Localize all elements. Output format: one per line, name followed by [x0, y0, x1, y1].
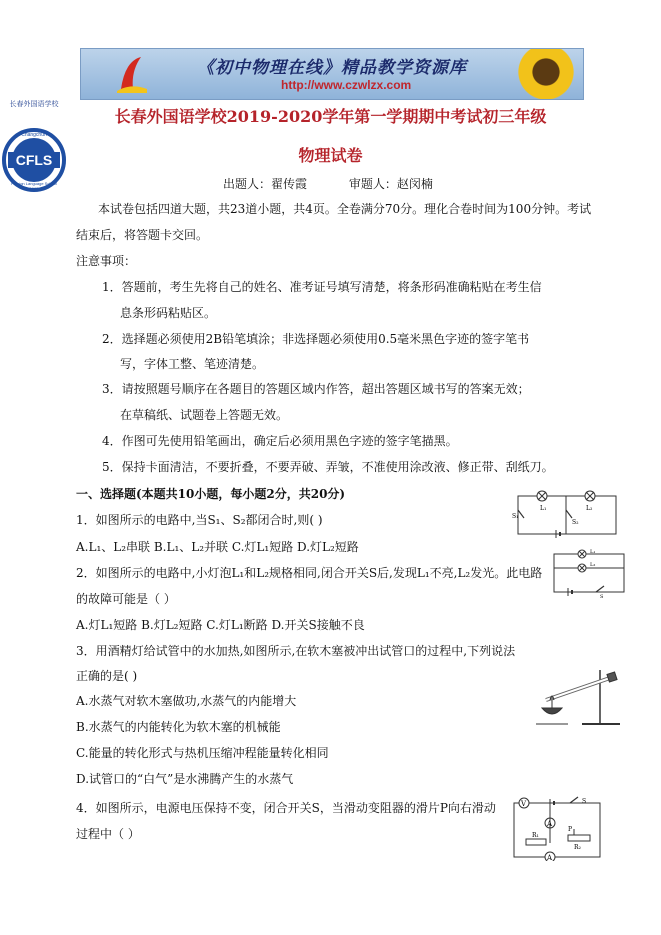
- q3-option-c: C.能量的转化形式与热机压缩冲程能量转化相同: [76, 746, 329, 760]
- banner-title: 《初中物理在线》精品教学资源库: [197, 58, 467, 78]
- logo-abbr: CFLS: [15, 152, 53, 168]
- q1-label-s2: S₂: [572, 519, 579, 526]
- q4-label-r1: R₁: [532, 832, 539, 839]
- q3-stem-2: 正确的是( ): [76, 669, 138, 683]
- sunflower-image: [515, 48, 577, 100]
- q3-stem: 3．用酒精灯给试管中的水加热,如图所示,在软木塞被冲出试管口的过程中,下列说法: [76, 644, 516, 658]
- note-2b: 写，字体工整、笔迹清楚。: [120, 357, 265, 371]
- q4-stem-2: 过程中（ ）: [76, 827, 140, 841]
- q4-label-r2: R₂: [574, 844, 581, 851]
- site-logo-icon: [115, 55, 149, 93]
- q1-label-l1: L₁: [540, 505, 547, 512]
- q2-label-l2: L₂: [590, 562, 596, 568]
- note-4: 4．作图可先使用铅笔画出，确定后必须用黑色字迹的签字笔描黑。: [102, 434, 458, 448]
- q1-options: A.L₁、L₂串联 B.L₁、L₂并联 C.灯L₁短路 D.灯L₂短路: [76, 540, 359, 554]
- section1-heading: 一、选择题(本题共10小题，每小题2分，共20分): [76, 487, 346, 501]
- q1-circuit-diagram: [512, 488, 622, 540]
- note-5: 5．保持卡面清洁，不要折叠，不要弄破、弄皱，不准使用涂改液、修正带、刮纸刀。: [102, 460, 554, 474]
- q4-label-a1: A: [547, 820, 553, 828]
- q3-option-d: D.试管口的“白气”是水沸腾产生的水蒸气: [76, 772, 294, 786]
- q4-label-p: P: [568, 826, 573, 833]
- q2-label-s: S: [600, 594, 604, 598]
- q4-circuit-diagram: [510, 795, 610, 861]
- logo-en-2: Foreign Language School: [11, 181, 57, 186]
- intro-line-1: 本试卷包括四道大题，共23道小题，共4页。全卷满分70分。理化合卷时间为100分钟。考试: [98, 202, 592, 216]
- banner-url[interactable]: http://www.czwlzx.com: [281, 78, 412, 92]
- note-1a: 1．答题前，考生先将自己的姓名、准考证号填写清楚，将条形码准确粘贴在考生信: [102, 280, 542, 294]
- q2-stem-2: 的故障可能是（ ）: [76, 592, 176, 606]
- note-3a: 3．请按照题号顺序在各题目的答题区域内作答，超出答题区域书写的答案无效；: [102, 382, 530, 396]
- note-2a: 2．选择题必须使用2B铅笔填涂；非选择题必须使用0.5毫米黑色字迹的签字笔书: [102, 332, 530, 346]
- note-1b: 息条形码粘贴区。: [120, 306, 217, 320]
- intro-line-2: 结束后，将答题卡交回。: [76, 228, 209, 242]
- q2-label-l1: L₁: [590, 549, 596, 555]
- logo-cn-name: 长春外国语学校: [9, 100, 59, 108]
- q4-label-a2: A: [547, 854, 553, 861]
- q2-circuit-diagram: [548, 548, 628, 598]
- authors-line: [223, 175, 471, 192]
- logo-year: 1963: [29, 186, 39, 191]
- exam-title: 长春外国语学校2019-2020学年第一学期期中考试初三年级: [114, 107, 547, 126]
- exam-subject: 物理试卷: [298, 146, 363, 165]
- notes-heading: 注意事项：: [76, 254, 137, 268]
- q3-option-b: B.水蒸气的内能转化为软木塞的机械能: [76, 720, 281, 734]
- q1-label-s1: S₁: [512, 513, 519, 520]
- q2-options: A.灯L₁短路 B.灯L₂短路 C.灯L₁断路 D.开关S接触不良: [76, 618, 365, 632]
- header-banner: [80, 48, 584, 100]
- note-3b: 在草稿纸、试题卷上答题无效。: [120, 408, 289, 422]
- q2-stem: 2．如图所示的电路中,小灯泡L₁和L₂规格相同,闭合开关S后,发现L₁不亮,L₂发光。此电路: [76, 566, 543, 580]
- q3-option-a: A.水蒸气对软木塞做功,水蒸气的内能增大: [76, 694, 297, 708]
- q4-label-s: S: [582, 798, 587, 805]
- q1-label-l2: L₂: [586, 505, 593, 512]
- q4-stem: 4．如图所示，电源电压保持不变，闭合开关S，当滑动变阻器的滑片P向右滑动: [76, 801, 496, 815]
- reviewer: 审题人：赵闵楠: [348, 177, 433, 191]
- q3-test-tube-figure: [522, 660, 632, 730]
- setter: 出题人：翟传霞: [223, 177, 308, 191]
- logo-en-1: Changchun: [21, 132, 47, 138]
- q4-label-v: V: [521, 800, 527, 808]
- q1-stem: 1．如图所示的电路中,当S₁、S₂都闭合时,则( ): [76, 513, 323, 527]
